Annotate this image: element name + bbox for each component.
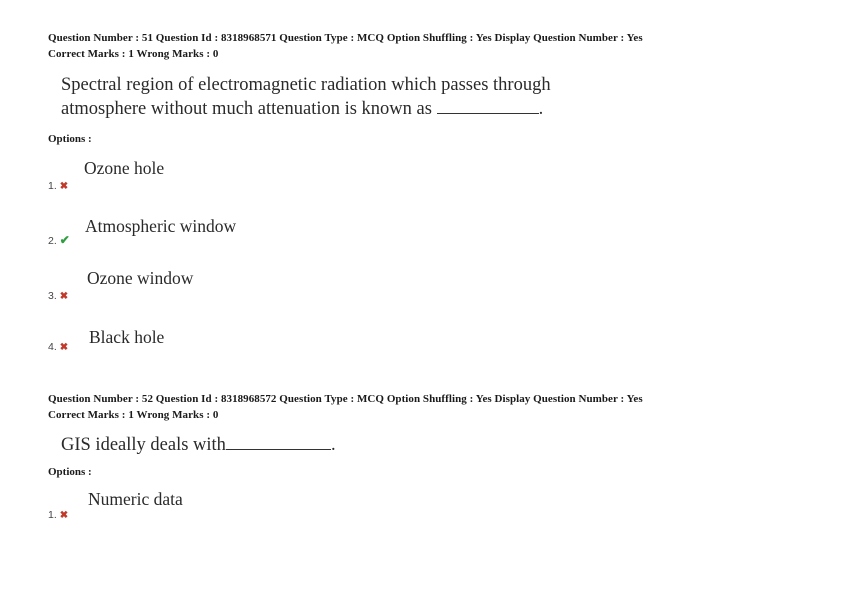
q51-question-line2: atmosphere without much attenuation is known as [61, 99, 432, 119]
q52-question-text [61, 433, 336, 457]
q52-question-end: . [330, 435, 336, 455]
cross-icon: ✖ [59, 510, 69, 521]
q52-option-1-number [48, 509, 68, 521]
q51-option-3-number [48, 290, 68, 302]
cross-icon: ✖ [59, 291, 69, 302]
q51-option-2-number [48, 233, 70, 247]
q52-options-label: Options : [48, 466, 92, 478]
q51-option-4-number [48, 341, 68, 353]
q51-meta-line2: Correct Marks : 1 Wrong Marks : 0 [48, 48, 219, 60]
q52-option-1-text: Numeric data [88, 489, 183, 509]
q51-option-1-number [48, 180, 68, 192]
q51-question-end: . [538, 99, 544, 119]
q52-option-1-num: 1. [48, 509, 57, 521]
q52-meta [48, 391, 643, 423]
cross-icon: ✖ [59, 342, 69, 353]
q51-option-4-text: Black hole [89, 327, 165, 347]
q51-option-1-text: Ozone hole [84, 158, 165, 178]
q51-question-text [61, 73, 551, 121]
q51-meta [48, 30, 643, 62]
q51-option-3-num: 3. [48, 290, 57, 302]
q51-options-label: Options : [48, 133, 92, 145]
q51-option-3-text: Ozone window [87, 268, 194, 288]
q51-option-2-num: 2. [48, 235, 57, 247]
q51-question-line1: Spectral region of electromagnetic radiation which passes through [61, 75, 551, 95]
q52-meta-line2: Correct Marks : 1 Wrong Marks : 0 [48, 409, 219, 421]
q52-meta-line1: Question Number : 52 Question Id : 8318968572 Question Type : MCQ Option Shuffling : Yes Display Question Number : Yes [48, 393, 643, 405]
cross-icon: ✖ [59, 181, 69, 192]
q51-option-1-num: 1. [48, 180, 57, 192]
q51-question-line2-wrap [61, 97, 551, 121]
answer-blank [437, 99, 539, 114]
answer-blank [226, 435, 331, 450]
q51-meta-line1: Question Number : 51 Question Id : 8318968571 Question Type : MCQ Option Shuffling : Yes Display Question Number : Yes [48, 32, 643, 44]
check-icon: ✔ [59, 233, 70, 247]
q51-option-2-text: Atmospheric window [85, 216, 237, 236]
q52-question-line: GIS ideally deals with [61, 435, 226, 455]
q51-option-4-num: 4. [48, 341, 57, 353]
